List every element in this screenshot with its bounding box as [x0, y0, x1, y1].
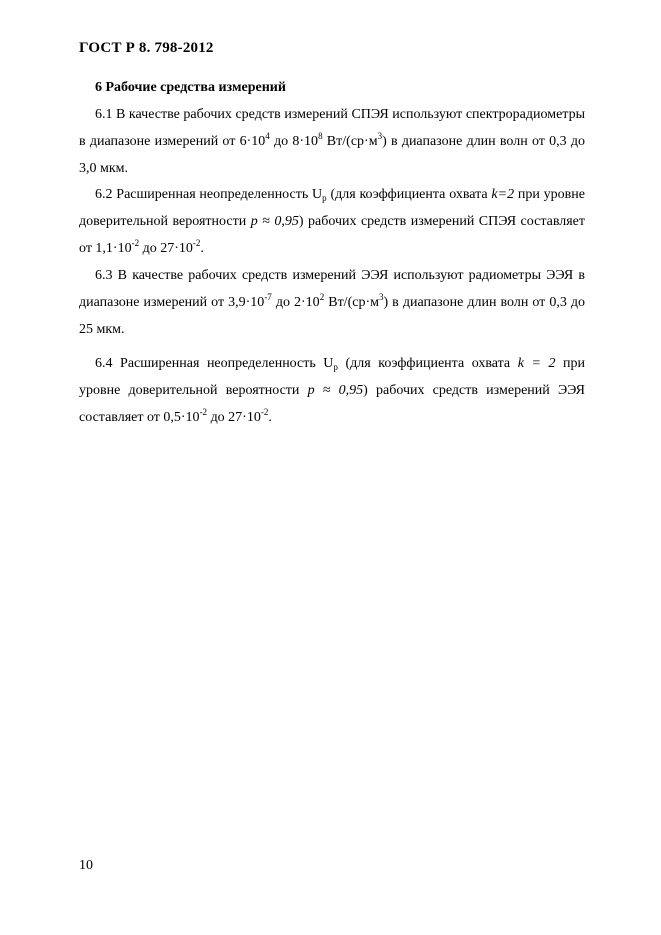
- text-run: ) рабочих средств измерений ЭЭЯ составляет от 0,5·10: [79, 383, 586, 425]
- text-run: .: [200, 241, 204, 256]
- paragraph-6-1: [79, 101, 585, 182]
- text-run: ) в диапазоне длин волн от 0,3 до 3,0 мкм.: [79, 134, 585, 176]
- text-run: при уровне доверительной вероятности: [79, 187, 585, 229]
- superscript: -2: [199, 407, 208, 417]
- subscript: p: [333, 362, 338, 372]
- superscript: -7: [264, 292, 272, 302]
- paragraph-6-4: [79, 350, 585, 431]
- superscript: 4: [265, 131, 270, 141]
- text-run: до 8·10: [269, 134, 319, 149]
- text-run: (для коэффициента охвата: [326, 187, 492, 202]
- paragraph-6-3: [79, 262, 585, 343]
- text-run: ) рабочих средств измерений СПЭЯ составляет от 1,1·10: [79, 214, 586, 256]
- text-run: 6.2 Расширенная неопределенность U: [95, 187, 323, 202]
- text-run: до 2·10: [271, 295, 320, 310]
- superscript: 3: [377, 131, 383, 141]
- text-run: до 27·10: [207, 410, 261, 425]
- text-run: Вт/(ср·м: [324, 295, 379, 310]
- text-run: 6.3 В качестве рабочих средств измерений ЭЭЯ используют радиометры ЭЭЯ в диапазоне измерений от 3,9·10: [79, 268, 585, 310]
- text-run: .: [268, 410, 272, 425]
- subscript: p: [322, 193, 327, 203]
- document-header: ГОСТ Р 8. 798-2012: [79, 40, 214, 56]
- superscript: 2: [319, 292, 325, 302]
- text-run: 6.4 Расширенная неопределенность U: [95, 356, 334, 371]
- text-run: ) в диапазоне длин волн от 0,3 до 25 мкм.: [79, 295, 585, 337]
- text-run: при уровне доверительной вероятности: [79, 356, 586, 398]
- italic-formula: p ≈ 0,95: [307, 383, 364, 398]
- superscript: 3: [378, 292, 384, 302]
- superscript: -2: [131, 238, 140, 248]
- text-run: (для коэффициента охвата: [337, 356, 518, 371]
- text-run: 6.1 В качестве рабочих средств измерений СПЭЯ используют спектрорадиометры в диапазоне измерений от 6·10: [79, 107, 585, 149]
- superscript: -2: [192, 238, 201, 248]
- page-number: 10: [79, 858, 93, 873]
- italic-formula: k=2: [491, 187, 515, 202]
- superscript: -2: [260, 407, 269, 417]
- italic-formula: p ≈ 0,95: [250, 214, 299, 229]
- superscript: 8: [318, 131, 323, 141]
- paragraph-6-2: [79, 181, 585, 262]
- text-run: до 27·10: [139, 241, 193, 256]
- text-run: Вт/(ср·м: [322, 134, 378, 149]
- section-title: 6 Рабочие средства измерений: [95, 80, 286, 95]
- italic-formula: k = 2: [517, 356, 556, 371]
